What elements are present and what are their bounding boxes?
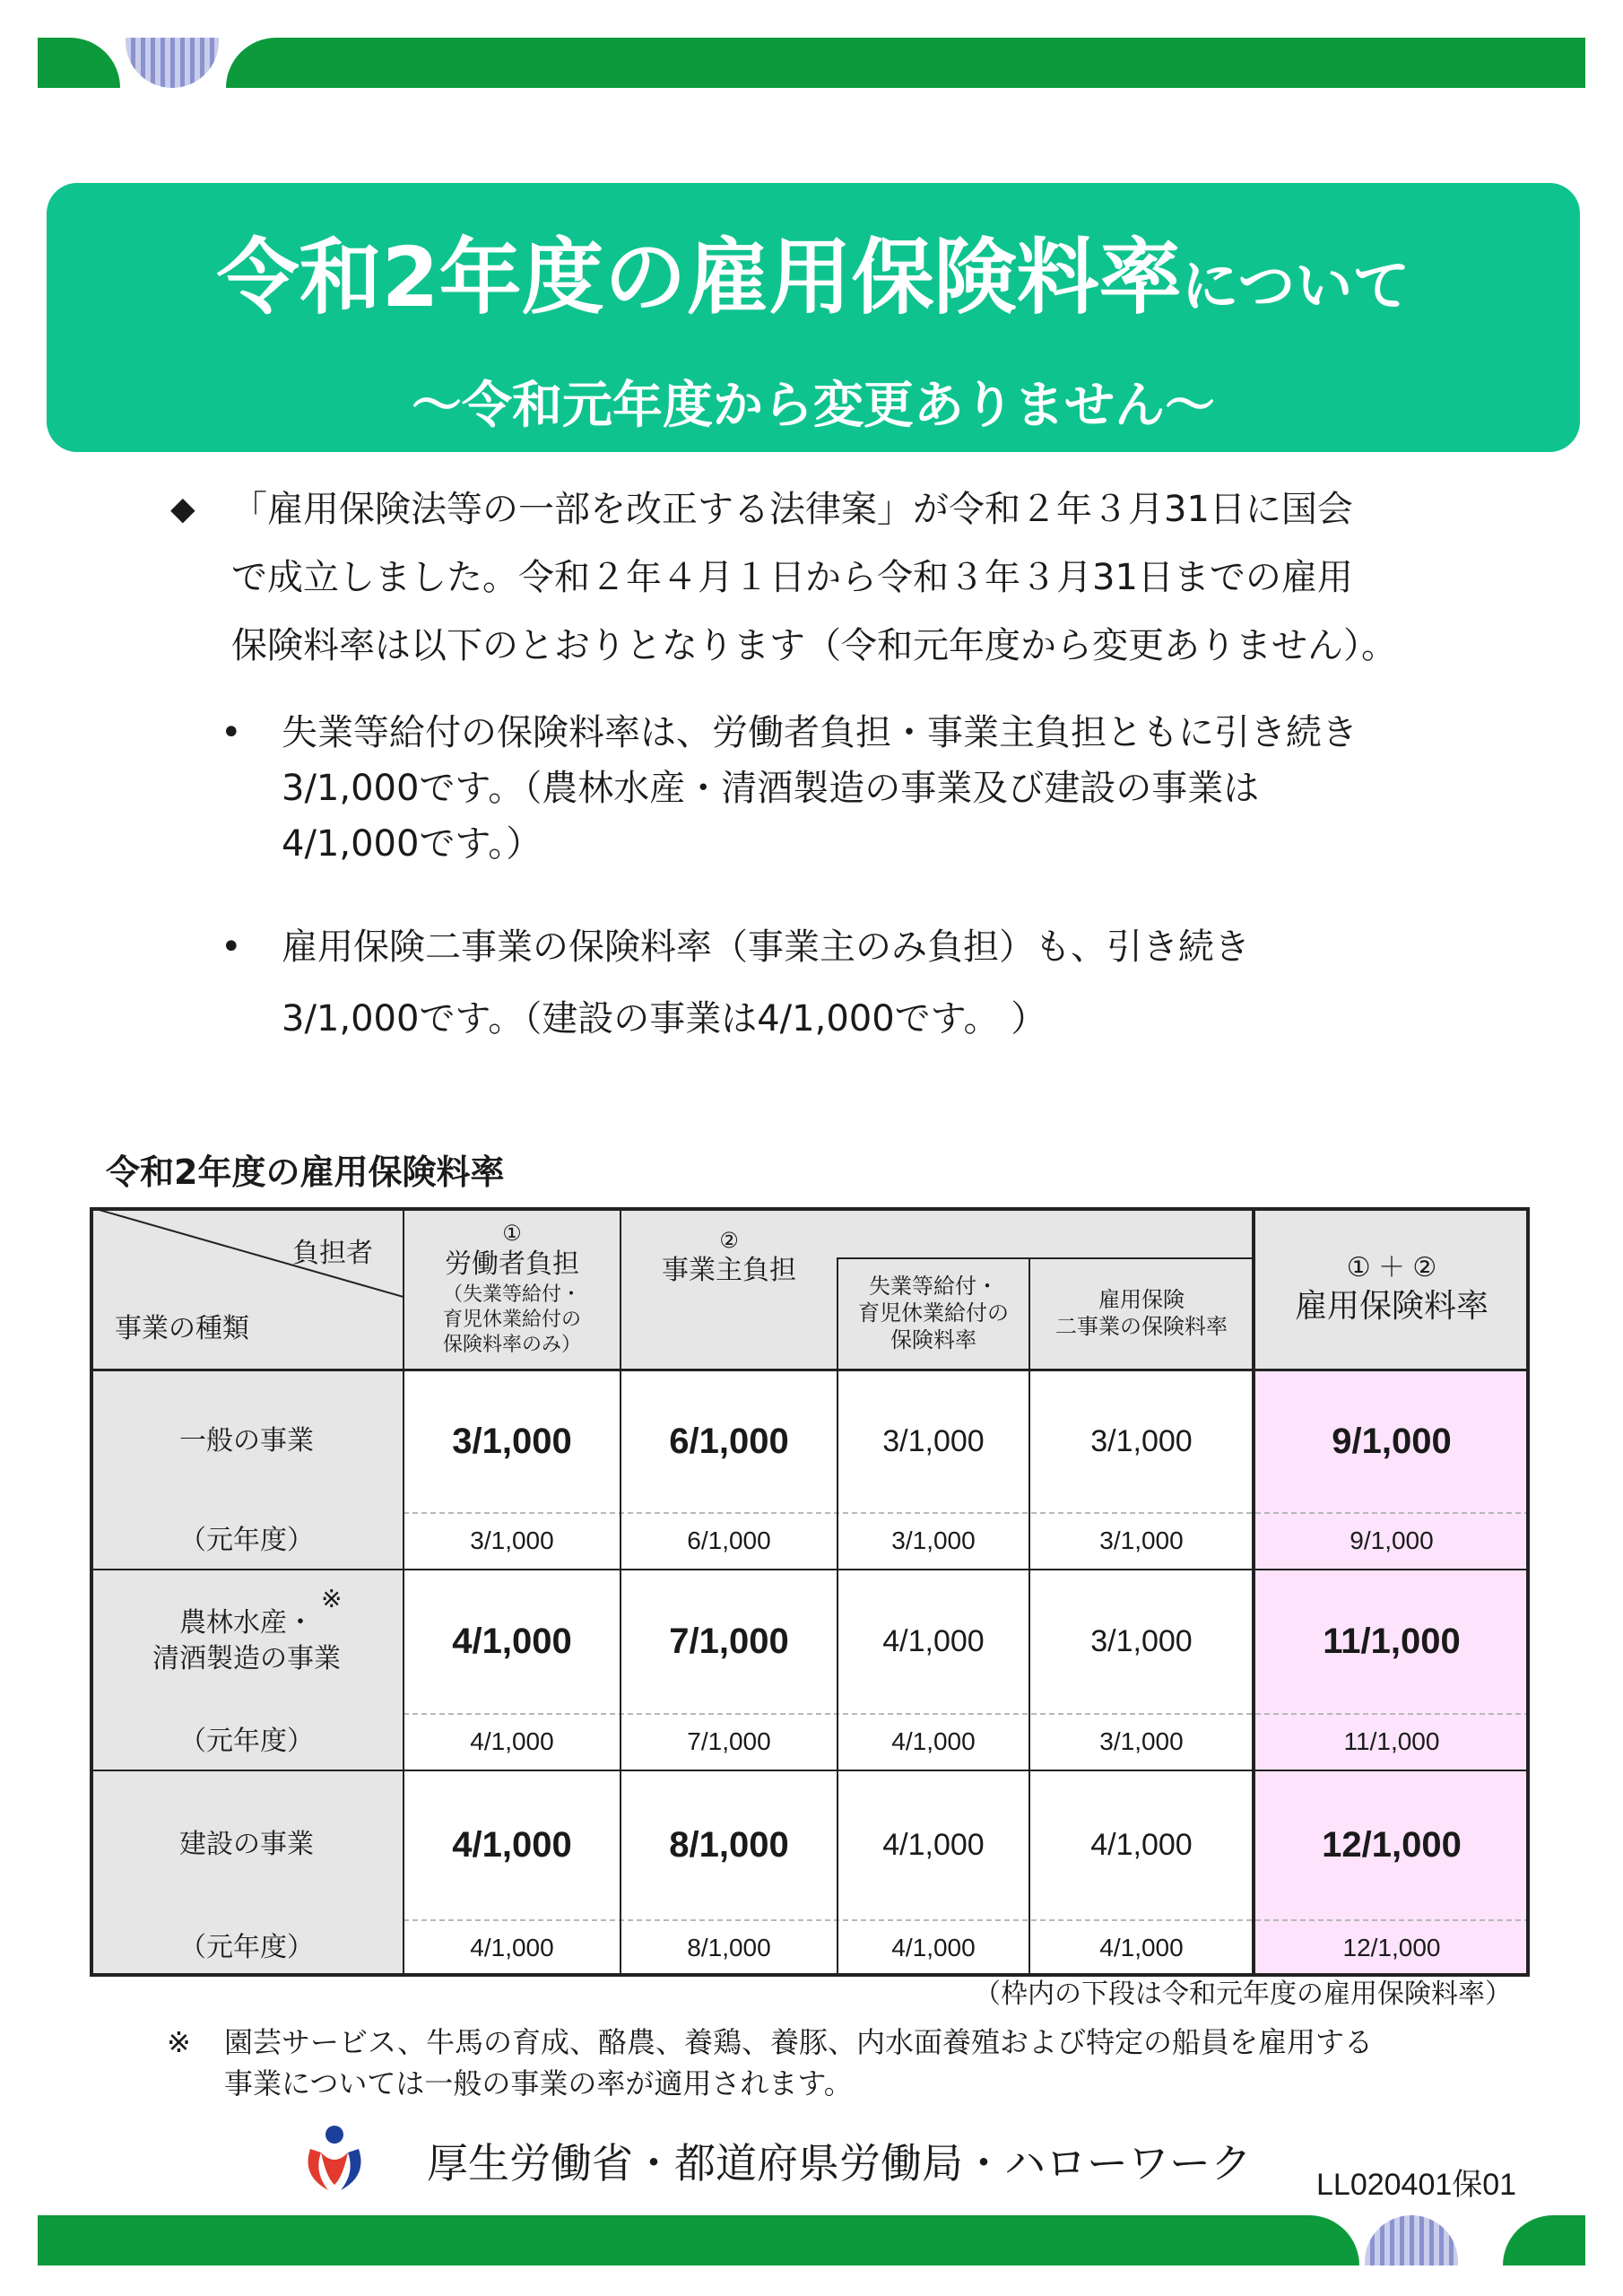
prev-rate-cell-unemployment: 4/1,000	[891, 1727, 976, 1755]
prev-rate-cell-employer: 6/1,000	[687, 1526, 771, 1554]
rate-cell-worker: 4/1,000	[452, 1621, 572, 1661]
employer-sub-divider	[838, 1257, 1254, 1259]
prev-rate-cell-total: 9/1,000	[1350, 1526, 1434, 1554]
row-label-agriculture: 農林水産・ 清酒製造の事業	[152, 1608, 341, 1674]
prev-rate-cell-two-programs: 3/1,000	[1099, 1727, 1184, 1755]
header-two-programs-line: 雇用保険	[1098, 1288, 1185, 1312]
header-employer-label: 事業主負担	[662, 1255, 796, 1286]
header-worker-note: 保険料率のみ）	[442, 1333, 581, 1355]
intro-line: 「雇用保険法等の一部を改正する法律案」が令和２年３月31日に国会	[231, 489, 1353, 530]
bullet-dot-icon: •	[221, 712, 242, 753]
top-decor-stripes	[126, 38, 219, 88]
table-col-divider	[837, 1257, 838, 1977]
bullet-line: 失業等給付の保険料率は、労働者負担・事業主負担ともに引き続き	[282, 712, 1358, 753]
row-label-prev-year: （元年度）	[179, 1726, 314, 1756]
table-row-divider	[90, 1770, 1530, 1771]
page-title	[47, 212, 1580, 330]
document-code: LL020401保01	[1316, 2168, 1517, 2202]
table-header-divider	[90, 1369, 1530, 1371]
header-worker-label: 労働者負担	[445, 1249, 579, 1279]
bullet-line: 雇用保険二事業の保険料率（事業主のみ負担）も、引き続き	[282, 926, 1250, 968]
bullet-line: 4/1,000です。）	[282, 823, 542, 865]
footnote-mark: ※	[167, 2025, 191, 2059]
footnote-line: 園芸サービス、牛馬の育成、酪農、養鶏、養豚、内水面養殖および特定の船員を雇用する	[224, 2025, 1373, 2059]
rate-table	[90, 1207, 1530, 1977]
rate-cell-unemployment: 4/1,000	[882, 1623, 985, 1658]
table-title: 令和2年度の雇用保険料率	[106, 1152, 505, 1192]
rate-cell-two-programs: 3/1,000	[1090, 1623, 1193, 1658]
intro-paragraph	[170, 475, 1480, 680]
table-border-right	[1526, 1207, 1530, 1977]
ministry-logo-icon	[301, 2122, 368, 2194]
prev-rate-cell-two-programs: 3/1,000	[1099, 1526, 1184, 1554]
prev-rate-cell-worker: 4/1,000	[470, 1934, 554, 1961]
header-unemployment-line: 保険料率	[890, 1328, 976, 1352]
bottom-decor-bar-right	[1503, 2215, 1585, 2266]
rate-cell-worker: 3/1,000	[452, 1421, 572, 1461]
bullet-line: 3/1,000です。（建設の事業は4/1,000です。 ）	[282, 998, 1047, 1039]
title-banner	[47, 183, 1580, 452]
table-border-left	[90, 1207, 93, 1977]
page-title-suffix: について	[1181, 254, 1410, 320]
table-col-divider	[1028, 1257, 1030, 1977]
table-caption: （枠内の下段は令和元年度の雇用保険料率）	[974, 1979, 1512, 2010]
table-row-divider	[90, 1569, 1530, 1570]
intro-line: 保険料率は以下のとおりとなります（令和元年度から変更ありません）。	[231, 625, 1397, 666]
rate-cell-employer: 7/1,000	[669, 1621, 789, 1661]
rate-cell-unemployment: 3/1,000	[882, 1423, 985, 1458]
header-two-programs-line: 二事業の保険料率	[1055, 1315, 1228, 1339]
prev-rate-cell-unemployment: 4/1,000	[891, 1934, 976, 1961]
row-label-general: 一般の事業	[179, 1426, 314, 1456]
header-unemployment-line: 育児休業給付の	[858, 1301, 1009, 1326]
footnote-line: 事業については一般の事業の率が適用されます。	[224, 2066, 853, 2100]
prev-rate-cell-two-programs: 4/1,000	[1099, 1934, 1184, 1961]
top-decor-bar-right	[226, 38, 1585, 88]
header-two-programs	[1029, 1257, 1254, 1370]
rate-cell-unemployment: 4/1,000	[882, 1827, 985, 1862]
header-total-rate	[1254, 1207, 1530, 1370]
bottom-decor-bar-left	[38, 2215, 1359, 2266]
page-title-main: 令和2年度の雇用保険料率	[216, 230, 1182, 326]
intro-line: で成立しました。令和２年４月１日から令和３年３月31日までの雇用	[231, 557, 1353, 598]
rate-cell-employer: 8/1,000	[669, 1824, 789, 1865]
header-worker-num: ①	[502, 1222, 522, 1246]
rate-cell-total: 11/1,000	[1323, 1621, 1461, 1661]
rate-cell-total: 12/1,000	[1322, 1824, 1462, 1865]
header-worker-burden	[404, 1207, 621, 1370]
corner-payer-label: 負担者	[292, 1238, 373, 1269]
prev-rate-cell-unemployment: 3/1,000	[891, 1526, 976, 1554]
prev-rate-cell-total: 12/1,000	[1342, 1934, 1441, 1961]
header-total-num: ① ＋ ②	[1346, 1253, 1437, 1283]
header-unemployment-benefit	[838, 1257, 1029, 1370]
header-worker-note: （失業等給付・	[442, 1283, 581, 1305]
bottom-decor-stripes	[1365, 2215, 1458, 2266]
asterisk-note-mark: ※	[321, 1584, 343, 1613]
header-unemployment-line: 失業等給付・	[869, 1274, 998, 1299]
table-col-divider-bold	[1252, 1207, 1255, 1977]
bullet-unemployment-rate	[221, 705, 1494, 872]
header-total-label: 雇用保険料率	[1294, 1287, 1488, 1324]
corner-business-type-label: 事業の種類	[115, 1313, 249, 1344]
header-employer-title	[621, 1227, 838, 1288]
row-divider-dashed	[404, 1713, 1530, 1715]
rate-cell-two-programs: 4/1,000	[1090, 1827, 1193, 1862]
row-divider-dashed	[404, 1512, 1530, 1514]
table-col-divider	[620, 1207, 621, 1977]
prev-rate-cell-worker: 3/1,000	[470, 1526, 554, 1554]
bullet-two-programs-rate	[221, 911, 1494, 1055]
organization-name: 厚生労働省・都道府県労働局・ハローワーク	[427, 2139, 1252, 2187]
row-label-prev-year: （元年度）	[179, 1933, 314, 1962]
rate-cell-total: 9/1,000	[1332, 1421, 1452, 1461]
prev-rate-cell-worker: 4/1,000	[470, 1727, 554, 1755]
footnote	[167, 2022, 1476, 2104]
page-subtitle: 〜令和元年度から変更ありません〜	[412, 377, 1215, 435]
row-divider-dashed	[404, 1919, 1530, 1921]
diamond-bullet-icon: ◆	[170, 491, 195, 527]
table-col-divider	[403, 1207, 404, 1977]
bullet-line: 3/1,000です。（農林水産・清酒製造の事業及び建設の事業は	[282, 768, 1260, 809]
row-label-construction: 建設の事業	[179, 1830, 314, 1859]
footer	[301, 2117, 1413, 2197]
header-worker-note: 育児休業給付の	[442, 1308, 581, 1330]
rate-cell-worker: 4/1,000	[452, 1824, 572, 1865]
rate-cell-two-programs: 3/1,000	[1090, 1423, 1193, 1458]
row-label-prev-year: （元年度）	[179, 1526, 314, 1555]
bullet-dot-icon: •	[221, 926, 242, 968]
prev-rate-cell-employer: 8/1,000	[687, 1934, 771, 1961]
prev-rate-cell-employer: 7/1,000	[687, 1727, 771, 1755]
table-border-top	[90, 1207, 1530, 1211]
prev-rate-cell-total: 11/1,000	[1343, 1727, 1440, 1755]
top-decor-bar-left	[38, 38, 120, 88]
rate-cell-employer: 6/1,000	[669, 1421, 789, 1461]
header-employer-num: ②	[719, 1228, 739, 1253]
